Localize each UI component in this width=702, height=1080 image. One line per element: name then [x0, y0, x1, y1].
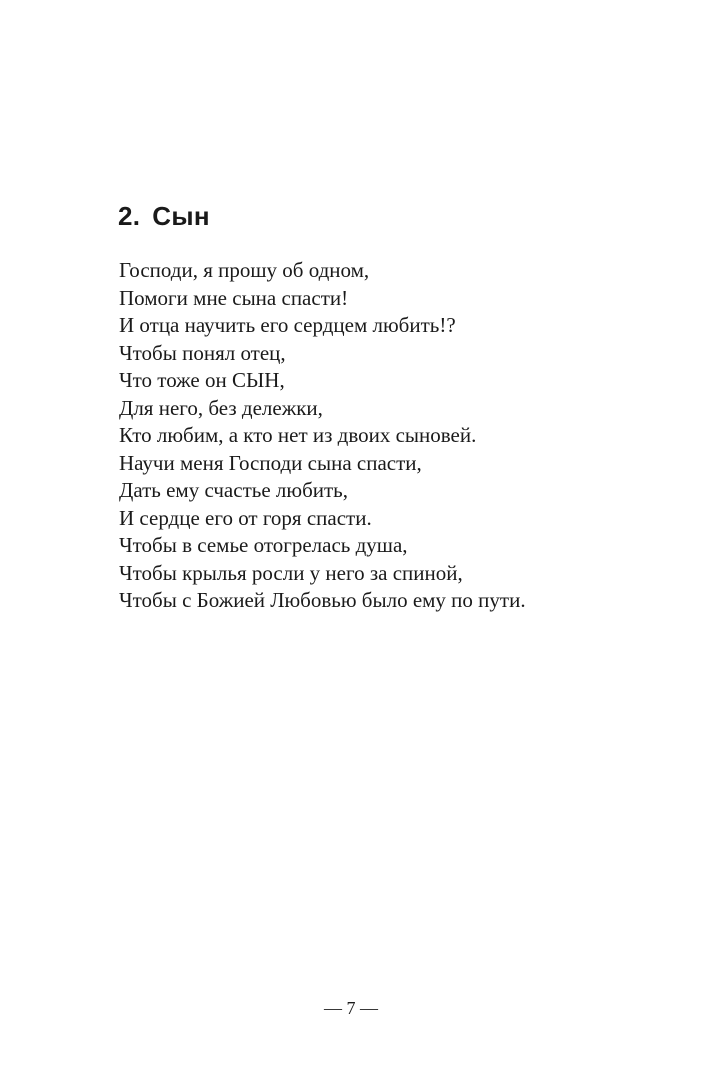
poem-line: Научи меня Господи сына спасти, [119, 450, 422, 475]
chapter-number: 2. [118, 201, 141, 231]
poem-line: Чтобы с Божией Любовью было ему по пути. [119, 588, 526, 612]
poem-line: Для него, без дележки, [119, 395, 323, 420]
poem-line: Господи, я прошу об одном, [119, 258, 370, 282]
poem-line: Чтобы крылья росли у него за спиной, [119, 560, 463, 585]
poem-body [119, 257, 526, 615]
poem-line: И отца научить его сердцем любить!? [119, 313, 456, 337]
chapter-heading [118, 196, 210, 236]
poem-line: И сердце его от горя спасти. [119, 505, 372, 530]
poem-line: Чтобы понял отец, [119, 340, 286, 365]
page-number: — 7 — [324, 998, 378, 1018]
chapter-title: Сын [152, 201, 210, 231]
poem-line: Что тоже он СЫН, [119, 368, 285, 392]
poem-line: Помоги мне сына спасти! [119, 285, 349, 310]
poem-line: Дать ему счастье любить, [119, 478, 348, 502]
poem-line: Чтобы в семье отогрелась душа, [119, 533, 408, 557]
poem-line: Кто любим, а кто нет из двоих сыновей. [119, 423, 477, 447]
